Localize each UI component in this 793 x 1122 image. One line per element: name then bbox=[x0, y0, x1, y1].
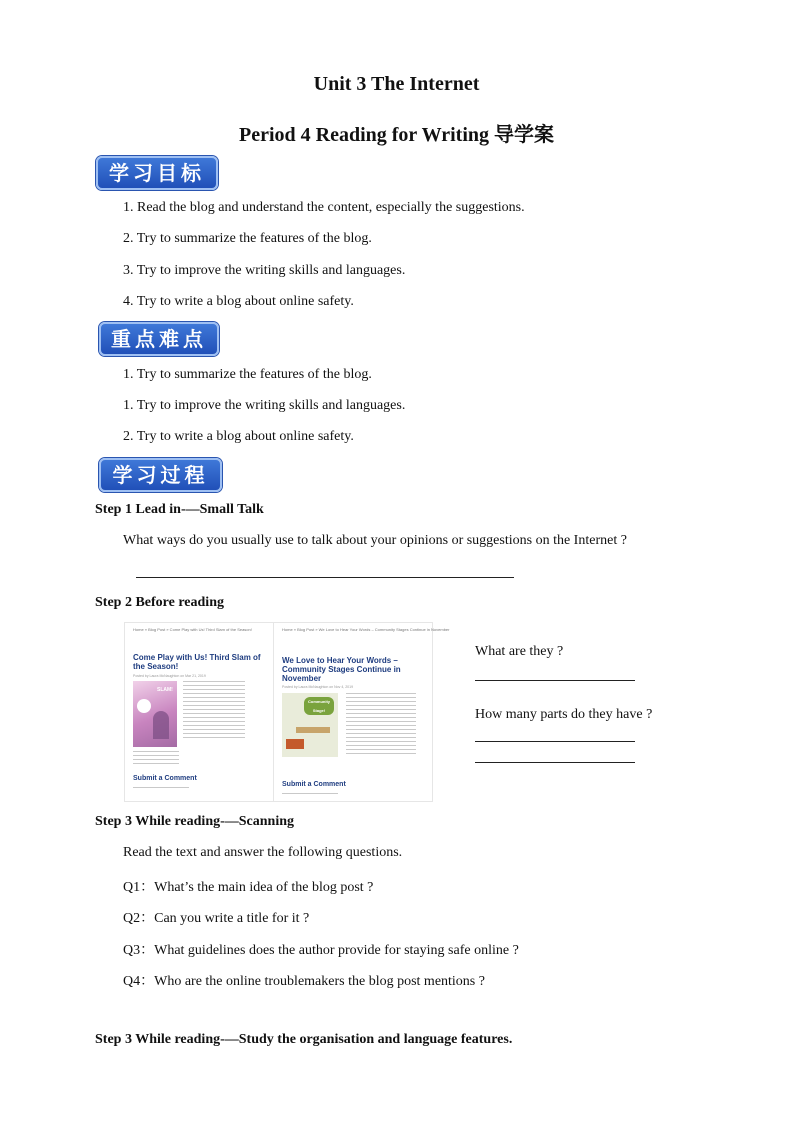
step1-question: What ways do you usually use to talk about your opinions or suggestions on the Internet ? bbox=[123, 533, 627, 548]
blog-post-title: We Love to Hear Your Words – Community Stages Continue in November bbox=[282, 656, 401, 683]
key-point-item: 1. Try to summarize the features of the blog. bbox=[123, 367, 372, 382]
answer-line[interactable] bbox=[475, 762, 635, 763]
key-point-item: 1. Try to improve the writing skills and languages. bbox=[123, 398, 406, 413]
key-points-badge: 重点难点 bbox=[99, 322, 219, 356]
blog-post-meta: Posted by Laura McNaughton on Mar 21, 2019 bbox=[133, 674, 206, 678]
step1-heading: Step 1 Lead in-—Small Talk bbox=[95, 502, 264, 517]
objectives-badge: 学习目标 bbox=[96, 156, 218, 190]
blog-image: Community Stage! bbox=[282, 693, 338, 757]
step3-intro: Read the text and answer the following questions. bbox=[123, 845, 403, 860]
objective-item: 4. Try to write a blog about online safety. bbox=[123, 294, 354, 309]
blog-screenshot-2 bbox=[273, 622, 450, 802]
blog-breadcrumb: Home » Blog Post » We Love to Hear Your Words – Community Stages Continue in November bbox=[282, 627, 450, 632]
step2-heading: Step 2 Before reading bbox=[95, 595, 224, 610]
blog-screenshot-1 bbox=[124, 622, 274, 802]
key-point-item: 2. Try to write a blog about online safety. bbox=[123, 429, 354, 444]
answer-line[interactable] bbox=[136, 577, 514, 578]
objective-item: 2. Try to summarize the features of the blog. bbox=[123, 231, 372, 246]
step2-question-2: How many parts do they have ? bbox=[475, 707, 653, 722]
step3-question: Q4：Who are the online troublemakers the blog post mentions ? bbox=[123, 974, 485, 989]
step2-question-1: What are they ? bbox=[475, 644, 564, 659]
blog-post-title: Come Play with Us! Third Slam of the Season! bbox=[133, 653, 261, 671]
step3-question: Q1：What’s the main idea of the blog post ? bbox=[123, 880, 374, 895]
step3-question: Q3：What guidelines does the author provide for staying safe online ? bbox=[123, 943, 519, 958]
page-subtitle: Period 4 Reading for Writing 导学案 bbox=[239, 124, 554, 146]
answer-line[interactable] bbox=[475, 680, 635, 681]
objective-item: 1. Read the blog and understand the content, especially the suggestions. bbox=[123, 200, 525, 215]
blog-breadcrumb: Home » Blog Post » Come Play with Us! Third Slam of the Season! bbox=[133, 627, 252, 632]
step3-heading: Step 3 While reading-—Scanning bbox=[95, 814, 295, 829]
submit-comment-label: Submit a Comment bbox=[133, 775, 197, 782]
submit-comment-label: Submit a Comment bbox=[282, 781, 346, 788]
blog-post-meta: Posted by Laura McNaughton on Nov 4, 2019 bbox=[282, 685, 354, 689]
objective-item: 3. Try to improve the writing skills and languages. bbox=[123, 263, 406, 278]
step4-heading: Step 3 While reading-—Study the organisation and language features. bbox=[95, 1032, 513, 1047]
page-title: Unit 3 The Internet bbox=[313, 73, 480, 95]
blog-image: SLAM! bbox=[133, 681, 177, 747]
answer-line[interactable] bbox=[475, 741, 635, 742]
step3-question: Q2：Can you write a title for it ? bbox=[123, 911, 310, 926]
process-badge: 学习过程 bbox=[99, 458, 222, 492]
